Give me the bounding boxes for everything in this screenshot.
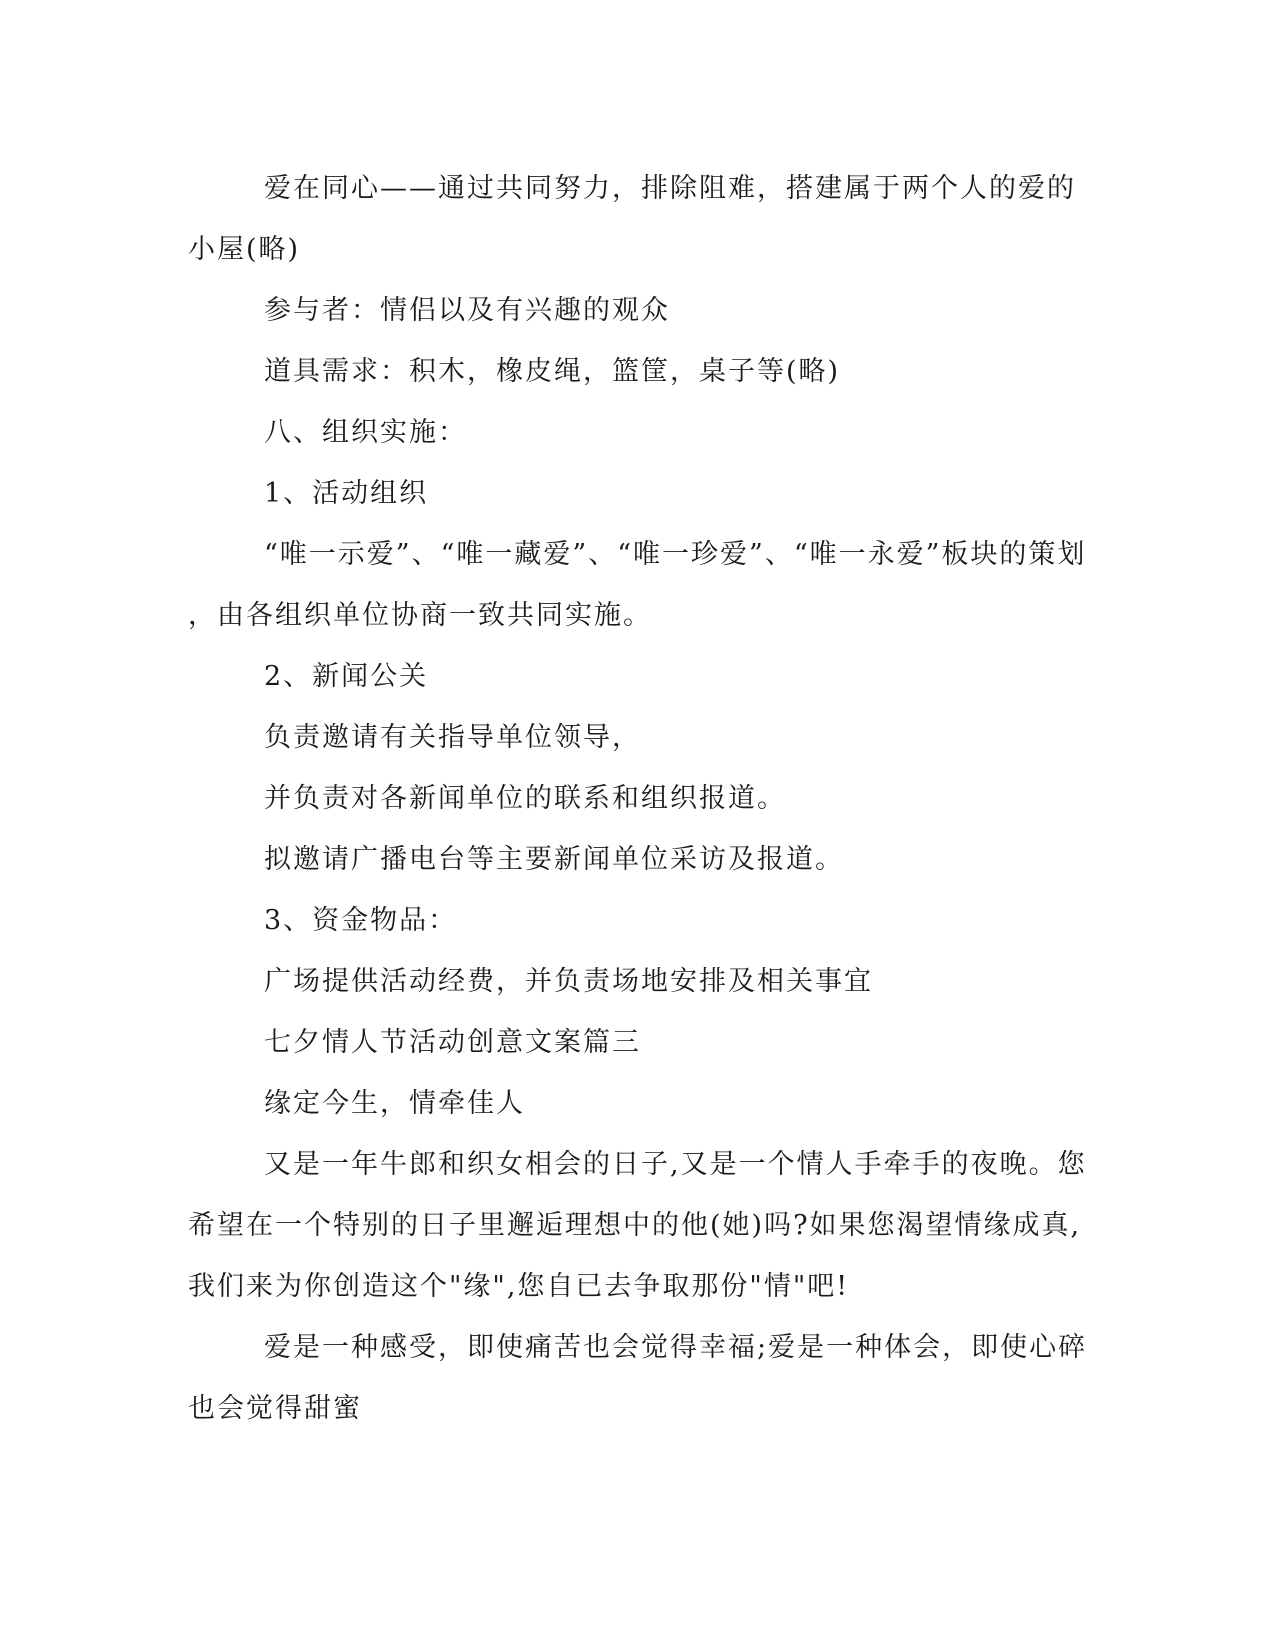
subsection-heading: 2、新闻公关 [264, 661, 429, 692]
paragraph-line: 拟邀请广播电台等主要新闻单位采访及报道。 [264, 844, 844, 875]
paragraph-line: 爱是一种感受，即使痛苦也会觉得幸福;爱是一种体会，即使心碎 [264, 1332, 1088, 1363]
subsection-heading: 1、活动组织 [264, 478, 429, 509]
paragraph-line: 爱在同心——通过共同努力，排除阻难，搭建属于两个人的爱的 [264, 173, 1076, 204]
paragraph-line: 广场提供活动经费，并负责场地安排及相关事宜 [264, 966, 873, 997]
paragraph-line: 小屋(略) [188, 234, 301, 265]
paragraph-line: 也会觉得甜蜜 [188, 1393, 362, 1424]
subsection-heading: 3、资金物品： [264, 905, 458, 936]
document-body [188, 158, 1088, 1439]
paragraph-line: 希望在一个特别的日子里邂逅理想中的他(她)吗?如果您渴望情缘成真, [188, 1210, 1082, 1241]
paragraph-line: 参与者：情侣以及有兴趣的观众 [264, 295, 670, 326]
paragraph-line: 我们来为你创造这个"缘",您自已去争取那份"情"吧! [188, 1271, 850, 1302]
article-subtitle: 缘定今生，情牵佳人 [264, 1088, 525, 1119]
article-title: 七夕情人节活动创意文案篇三 [264, 1027, 641, 1058]
paragraph-line: 又是一年牛郎和织女相会的日子,又是一个情人手牵手的夜晚。您 [264, 1149, 1087, 1180]
paragraph-line: “唯一示爱”、“唯一藏爱”、“唯一珍爱”、“唯一永爱”板块的策划 [264, 539, 1087, 570]
paragraph-line: 负责邀请有关指导单位领导， [264, 722, 641, 753]
paragraph-line: 并负责对各新闻单位的联系和组织报道。 [264, 783, 786, 814]
paragraph-line: ，由各组织单位协商一致共同实施。 [188, 600, 652, 631]
paragraph-line: 道具需求：积木，橡皮绳，篮筐，桌子等(略) [264, 356, 841, 387]
section-heading: 八、组织实施： [264, 417, 467, 448]
